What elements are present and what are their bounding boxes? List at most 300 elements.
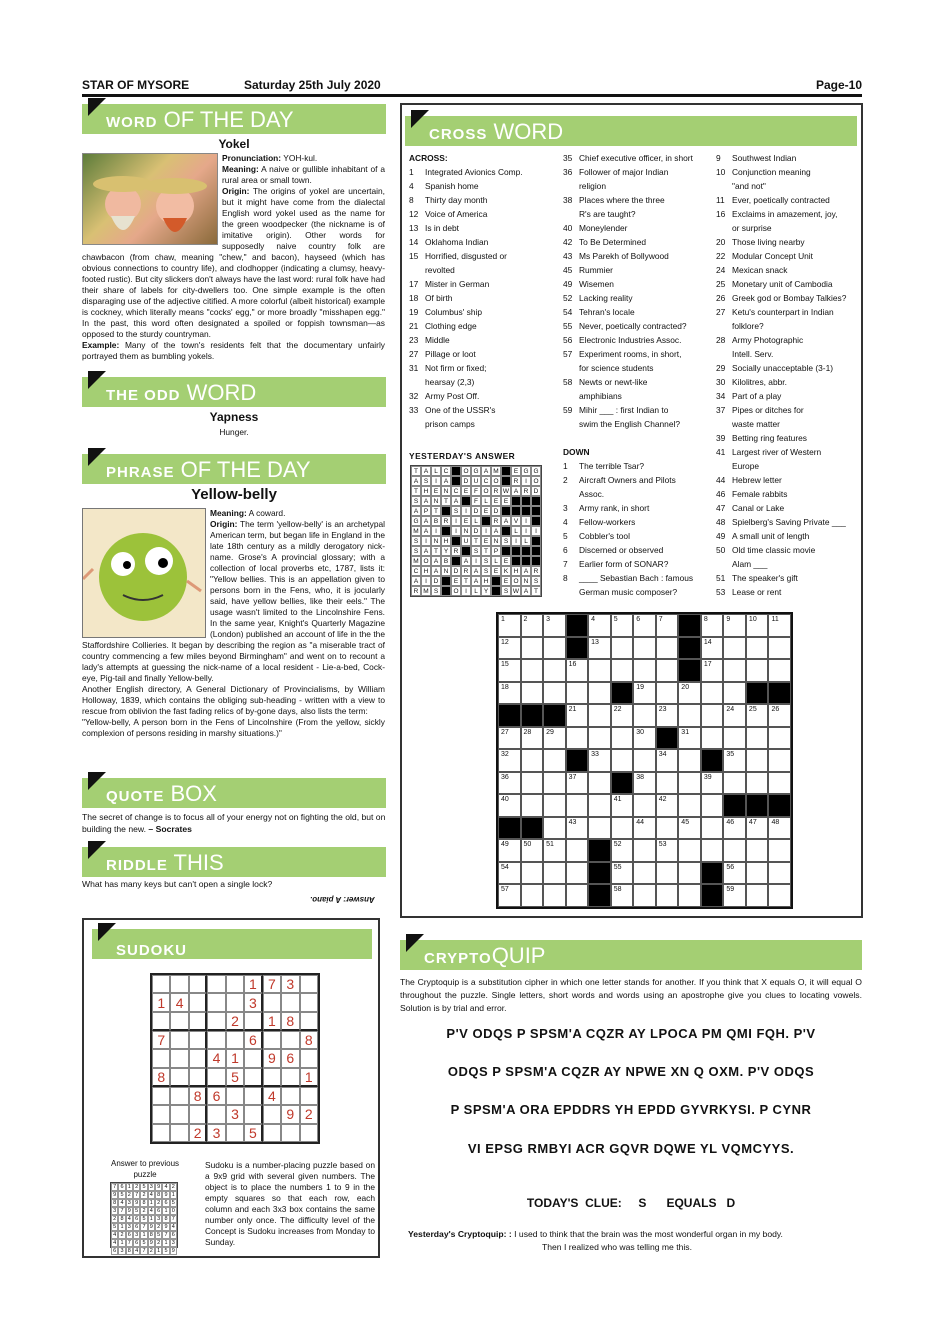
clue-text: Army Photographic <box>732 335 804 345</box>
sudoku-cell[interactable]: 4 <box>170 993 188 1011</box>
crossword-cell[interactable] <box>746 884 769 907</box>
crossword-cell[interactable] <box>588 659 611 682</box>
crossword-cell[interactable] <box>521 794 544 817</box>
crossword-cell[interactable] <box>678 862 701 885</box>
crossword-cell[interactable] <box>656 704 679 727</box>
crossword-cell[interactable] <box>678 727 701 750</box>
crossword-cell[interactable] <box>633 659 656 682</box>
sudoku-cell[interactable] <box>189 993 207 1011</box>
sudoku-cell[interactable] <box>207 1105 225 1123</box>
crossword-cell[interactable] <box>611 839 634 862</box>
answer-cell <box>451 476 461 486</box>
crossword-cell[interactable] <box>701 659 724 682</box>
sudoku-cell[interactable]: 6 <box>281 1049 299 1067</box>
sudoku-cell[interactable] <box>152 1087 170 1105</box>
crossword-cell[interactable] <box>768 884 791 907</box>
crossword-cell[interactable] <box>701 794 724 817</box>
answer-cell: I <box>531 526 541 536</box>
black-square <box>746 794 769 817</box>
crossword-cell[interactable] <box>768 614 791 637</box>
sudoku-cell[interactable]: 6 <box>207 1087 225 1105</box>
crossword-cell[interactable] <box>701 727 724 750</box>
sudoku-cell[interactable] <box>244 1087 262 1105</box>
sudoku-cell[interactable]: 6 <box>244 1031 262 1049</box>
crossword-cell[interactable] <box>701 637 724 660</box>
sudoku-cell[interactable] <box>300 1012 318 1031</box>
crossword-cell[interactable] <box>723 637 746 660</box>
sudoku-cell[interactable] <box>152 1124 170 1142</box>
answer-cell: S <box>411 536 421 546</box>
crossword-cell[interactable] <box>656 614 679 637</box>
answer-cell: Y <box>481 586 491 596</box>
crossword-cell[interactable] <box>768 839 791 862</box>
crossword-cell[interactable] <box>656 794 679 817</box>
crossword-cell[interactable] <box>678 749 701 772</box>
crossword-cell[interactable] <box>611 637 634 660</box>
crossword-cell[interactable] <box>746 862 769 885</box>
crossword-cell[interactable] <box>633 884 656 907</box>
crossword-cell[interactable] <box>723 839 746 862</box>
sudoku-cell[interactable] <box>263 993 281 1011</box>
crossword-cell[interactable] <box>588 794 611 817</box>
crossword-cell[interactable] <box>543 614 566 637</box>
crossword-cell[interactable] <box>498 682 521 705</box>
quote-banner <box>82 778 386 808</box>
clue-row <box>716 473 861 487</box>
crossword-cell[interactable] <box>723 659 746 682</box>
crossword-cell[interactable] <box>588 704 611 727</box>
sudoku-cell[interactable] <box>189 1049 207 1067</box>
quote-author: – Socrates <box>146 824 192 834</box>
crossword-cell[interactable] <box>768 704 791 727</box>
crossword-cell[interactable] <box>678 704 701 727</box>
sudoku-cell[interactable] <box>244 1068 262 1087</box>
clue-row <box>716 221 861 235</box>
crossword-cell[interactable] <box>498 659 521 682</box>
crossword-cell[interactable] <box>543 772 566 795</box>
sudoku-cell[interactable] <box>152 1105 170 1123</box>
clue-row <box>563 305 713 319</box>
crossword-cell[interactable] <box>746 772 769 795</box>
clue-text: Newts or newt-like <box>579 377 648 387</box>
sudoku-cell[interactable] <box>263 1124 281 1142</box>
crossword-cell[interactable] <box>521 727 544 750</box>
banner-label-rest: OF THE DAY <box>157 107 294 132</box>
crossword-cell[interactable] <box>611 704 634 727</box>
answer-cell: A <box>461 556 471 566</box>
sudoku-cell[interactable] <box>152 975 170 993</box>
crossword-cell[interactable] <box>678 884 701 907</box>
crossword-cell[interactable] <box>498 794 521 817</box>
crossword-cell[interactable] <box>588 637 611 660</box>
crossword-cell[interactable] <box>746 704 769 727</box>
crossword-cell[interactable] <box>656 884 679 907</box>
crossword-cell[interactable] <box>701 817 724 840</box>
crossword-cell[interactable] <box>701 772 724 795</box>
sudoku-cell[interactable]: 1 <box>263 1012 281 1031</box>
clue-number-label: 53 <box>658 841 667 849</box>
crossword-cell[interactable] <box>543 682 566 705</box>
crossword-cell[interactable] <box>543 884 566 907</box>
sudoku-cell[interactable] <box>226 975 244 993</box>
answer-cell: E <box>461 516 471 526</box>
sudoku-cell[interactable] <box>300 993 318 1011</box>
sudoku-cell[interactable] <box>152 1049 170 1067</box>
corner-mark <box>88 98 106 116</box>
crossword-cell[interactable] <box>588 772 611 795</box>
crossword-cell[interactable] <box>746 727 769 750</box>
answer-cell <box>511 496 521 506</box>
clue-number-label: 32 <box>501 751 509 759</box>
sudoku-cell[interactable]: 2 <box>226 1012 244 1031</box>
sudoku-cell[interactable]: 3 <box>207 1124 225 1142</box>
crossword-cell[interactable] <box>521 637 544 660</box>
crossword-cell[interactable] <box>723 772 746 795</box>
sudoku-cell[interactable]: 8 <box>281 1012 299 1031</box>
sudoku-cell[interactable] <box>244 1012 262 1031</box>
sudoku-cell[interactable]: 4 <box>207 1049 225 1067</box>
crossword-cell[interactable] <box>566 772 589 795</box>
crossword-cell[interactable] <box>723 614 746 637</box>
crossword-cell[interactable] <box>656 862 679 885</box>
crossword-cell[interactable] <box>723 884 746 907</box>
clue-number-label: 41 <box>613 796 622 804</box>
crossword-cell[interactable] <box>678 682 701 705</box>
answer-cell: R <box>441 516 451 526</box>
crossword-cell[interactable] <box>521 614 544 637</box>
crossword-cell[interactable] <box>723 682 746 705</box>
crossword-cell[interactable] <box>768 659 791 682</box>
banner-label: CROSS <box>429 126 488 143</box>
crossword-cell[interactable] <box>588 614 611 637</box>
sudoku-cell[interactable] <box>170 1124 188 1142</box>
odd-word: Yapness <box>209 410 259 424</box>
origin-text: The term 'yellow-belly' is an archetypal American term, but began life in England in the late 18th century as a mildly derogatory nick-name. Grose's A provincial glossary; with a collection of local proverbs etc, 1787, lists it: "Yellow bellies. This is an appellation given to persons born in the Fens, who, it is jocularly said, have yellow bellies, like their eels." The usage wasn't limited to the Lincolnshire Fens. In the same year, Knight's Quarterly Magazine (London) published an account of life in the the Staffordshire Collieries. It began by describing the region as "a miserable tract of country commencing a few miles beyond Birmingham" and went on to recount a lady's attempts at guessing the nick-name of a local resident - Lie-a-bed, Cock-eye, Pig-tail and finally Yellow-belly. <box>82 519 385 683</box>
crossword-cell[interactable] <box>656 772 679 795</box>
answer-cell: D <box>471 526 481 536</box>
crossword-cell[interactable] <box>498 772 521 795</box>
sudoku-cell[interactable] <box>300 975 318 993</box>
clue-number: 14 <box>409 237 419 247</box>
clue-number: 13 <box>409 223 419 233</box>
crossword-cell[interactable] <box>633 614 656 637</box>
crossword-cell[interactable] <box>543 749 566 772</box>
sudoku-cell[interactable]: 5 <box>226 1068 244 1087</box>
sudoku-cell[interactable] <box>189 975 207 993</box>
clue-number <box>563 361 579 375</box>
crossword-cell[interactable] <box>566 794 589 817</box>
pron-text: YOH-kul. <box>281 153 318 163</box>
answer-cell: 5 <box>170 1199 177 1207</box>
crossword-cell[interactable] <box>723 704 746 727</box>
crossword-cell[interactable] <box>768 637 791 660</box>
crossword-cell[interactable] <box>768 862 791 885</box>
crossword-cell[interactable] <box>588 727 611 750</box>
crossword-cell[interactable] <box>633 772 656 795</box>
crossword-cell[interactable] <box>543 817 566 840</box>
crossword-cell[interactable] <box>566 682 589 705</box>
crossword-cell[interactable] <box>656 749 679 772</box>
sudoku-cell[interactable] <box>263 1031 281 1049</box>
crossword-cell[interactable] <box>611 817 634 840</box>
sudoku-cell[interactable]: 1 <box>226 1049 244 1067</box>
answer-cell: 2 <box>140 1207 147 1215</box>
black-square <box>723 794 746 817</box>
crossword-cell[interactable] <box>566 839 589 862</box>
answer-cell: I <box>451 516 461 526</box>
crossword-cell[interactable] <box>521 862 544 885</box>
crossword-cell[interactable] <box>633 862 656 885</box>
clue-number-label: 48 <box>771 818 780 826</box>
crossword-cell[interactable] <box>566 659 589 682</box>
crossword-cell[interactable] <box>566 704 589 727</box>
clue-text: Exclaims in amazement, joy, <box>732 209 838 219</box>
crossword-cell[interactable] <box>566 862 589 885</box>
sudoku-cell[interactable] <box>170 1049 188 1067</box>
crossword-cell[interactable] <box>611 727 634 750</box>
sudoku-cell[interactable]: 8 <box>300 1031 318 1049</box>
sudoku-cell[interactable]: 1 <box>300 1068 318 1087</box>
crossword-cell[interactable] <box>656 637 679 660</box>
sudoku-cell[interactable]: 4 <box>263 1087 281 1105</box>
sudoku-cell[interactable] <box>207 1068 225 1087</box>
sudoku-cell[interactable] <box>170 1068 188 1087</box>
clue-number: 49 <box>563 279 573 289</box>
crossword-cell[interactable] <box>678 794 701 817</box>
crossword-cell[interactable] <box>656 817 679 840</box>
answer-cell: T <box>471 536 481 546</box>
crossword-cell[interactable] <box>768 817 791 840</box>
sudoku-cell[interactable] <box>244 1105 262 1123</box>
sudoku-cell[interactable]: 2 <box>189 1124 207 1142</box>
crossword-cell[interactable] <box>521 884 544 907</box>
answer-cell: 1 <box>148 1215 155 1223</box>
crossword-cell[interactable] <box>701 839 724 862</box>
crossword-cell[interactable] <box>656 659 679 682</box>
sudoku-cell[interactable]: 5 <box>244 1124 262 1142</box>
sudoku-cell[interactable]: 8 <box>152 1068 170 1087</box>
clue-number: 18 <box>409 293 419 303</box>
crossword-cell[interactable] <box>543 659 566 682</box>
crossword-cell[interactable] <box>498 884 521 907</box>
sudoku-cell[interactable] <box>207 993 225 1011</box>
crossword-cell[interactable] <box>498 727 521 750</box>
clue-number: 53 <box>716 587 726 597</box>
sudoku-cell[interactable] <box>300 1049 318 1067</box>
answer-cell: O <box>511 576 521 586</box>
crossword-cell[interactable] <box>566 884 589 907</box>
clue-number-label: 4 <box>591 616 596 623</box>
example-label: Example: <box>82 340 120 350</box>
clue-row <box>716 403 861 417</box>
sudoku-cell[interactable] <box>263 1105 281 1123</box>
answer-cell: E <box>481 506 491 516</box>
crossword-cell[interactable] <box>543 794 566 817</box>
answer-cell: 5 <box>133 1207 140 1215</box>
crossword-cell[interactable] <box>498 614 521 637</box>
clue-number: 8 <box>409 195 414 205</box>
crossword-cell[interactable] <box>746 637 769 660</box>
crossword-cell[interactable] <box>611 749 634 772</box>
clue-row <box>716 557 861 571</box>
crossword-cell[interactable] <box>678 772 701 795</box>
crossword-cell[interactable] <box>521 682 544 705</box>
crossword-cell[interactable] <box>701 682 724 705</box>
crossword-cell[interactable] <box>521 772 544 795</box>
crossword-cell[interactable] <box>723 727 746 750</box>
crossword-cell[interactable] <box>633 727 656 750</box>
answer-cell: 6 <box>133 1223 140 1231</box>
sudoku-cell[interactable] <box>189 1105 207 1123</box>
clue-row <box>563 193 713 207</box>
crossword-cell[interactable] <box>723 862 746 885</box>
sudoku-cell[interactable] <box>189 1068 207 1087</box>
wotd-body <box>82 153 385 367</box>
crossword-cell[interactable] <box>723 817 746 840</box>
crossword-cell[interactable] <box>566 727 589 750</box>
sudoku-cell[interactable] <box>189 1031 207 1049</box>
sudoku-cell[interactable]: 8 <box>189 1087 207 1105</box>
crossword-cell[interactable] <box>678 839 701 862</box>
crossword-grid <box>496 612 793 909</box>
sudoku-cell[interactable] <box>244 1049 262 1067</box>
crossword-cell[interactable] <box>746 659 769 682</box>
crossword-cell[interactable] <box>543 862 566 885</box>
sudoku-cell[interactable]: 1 <box>244 975 262 993</box>
sudoku-cell[interactable] <box>170 1012 188 1031</box>
sudoku-cell[interactable] <box>152 1012 170 1031</box>
crossword-cell[interactable] <box>678 817 701 840</box>
sudoku-cell[interactable]: 7 <box>263 975 281 993</box>
clue-row <box>716 151 861 165</box>
clue-text: Greek god or Bombay Talkies? <box>732 293 847 303</box>
sudoku-cell[interactable] <box>281 993 299 1011</box>
crossword-cell[interactable] <box>498 839 521 862</box>
crossword-cell[interactable] <box>543 839 566 862</box>
crossword-cell[interactable] <box>768 772 791 795</box>
sudoku-cell[interactable]: 2 <box>300 1105 318 1123</box>
crossword-cell[interactable] <box>656 682 679 705</box>
crossword-cell[interactable] <box>768 749 791 772</box>
answer-cell: S <box>411 546 421 556</box>
sudoku-cell[interactable] <box>281 1124 299 1142</box>
sudoku-cell[interactable] <box>300 1124 318 1142</box>
answer-cell: A <box>421 496 431 506</box>
crossword-cell[interactable] <box>543 637 566 660</box>
sudoku-cell[interactable]: 3 <box>281 975 299 993</box>
sudoku-description: Sudoku is a number-placing puzzle based on a 9x9 grid with several given numbers. The object is to place the numbers 1 to 9 in the empty squares so that each row, each column and each 3x3 box contains the same number only once. The difficulty level of the Concept is Sudoku increases from Monday to Sunday. <box>205 1160 375 1247</box>
crossword-cell[interactable] <box>633 839 656 862</box>
sudoku-cell[interactable] <box>170 975 188 993</box>
crossword-cell[interactable] <box>723 749 746 772</box>
crossword-cell[interactable] <box>611 659 634 682</box>
crossword-cell[interactable] <box>633 637 656 660</box>
across-column-1 <box>409 151 559 431</box>
crossword-cell[interactable] <box>498 637 521 660</box>
crossword-cell[interactable] <box>633 704 656 727</box>
crossword-cell[interactable] <box>746 749 769 772</box>
sudoku-cell[interactable] <box>226 993 244 1011</box>
crossword-cell[interactable] <box>611 862 634 885</box>
sudoku-cell[interactable]: 9 <box>263 1049 281 1067</box>
answer-cell: E <box>501 496 511 506</box>
answer-cell: G <box>531 466 541 476</box>
crossword-cell[interactable] <box>588 817 611 840</box>
sudoku-cell[interactable] <box>207 1012 225 1031</box>
crossword-cell[interactable] <box>611 794 634 817</box>
sudoku-cell[interactable]: 1 <box>152 993 170 1011</box>
crossword-cell[interactable] <box>633 749 656 772</box>
answer-cell: A <box>451 496 461 506</box>
answer-cell: N <box>461 526 471 536</box>
crossword-cell[interactable] <box>611 884 634 907</box>
crossword-cell[interactable] <box>543 727 566 750</box>
sudoku-cell[interactable] <box>263 1068 281 1087</box>
clue-number: 44 <box>716 475 726 485</box>
crossword-cell[interactable] <box>768 727 791 750</box>
crossword-cell[interactable] <box>701 704 724 727</box>
sudoku-cell[interactable] <box>300 1087 318 1105</box>
sudoku-cell[interactable] <box>170 1087 188 1105</box>
answer-cell: 4 <box>133 1247 140 1255</box>
sudoku-cell[interactable]: 3 <box>244 993 262 1011</box>
crossword-cell[interactable] <box>611 614 634 637</box>
crossword-cell[interactable] <box>588 749 611 772</box>
sudoku-cell[interactable]: 3 <box>226 1105 244 1123</box>
crossword-cell[interactable] <box>588 682 611 705</box>
answer-cell: S <box>411 496 421 506</box>
sudoku-cell[interactable] <box>189 1012 207 1031</box>
crossword-cell[interactable] <box>521 839 544 862</box>
crossword-cell[interactable] <box>746 817 769 840</box>
clue-text: swim the English Channel? <box>579 419 681 429</box>
crossword-cell[interactable] <box>746 614 769 637</box>
answer-cell: E <box>451 576 461 586</box>
sudoku-cell[interactable]: 9 <box>281 1105 299 1123</box>
crossword-cell[interactable] <box>656 839 679 862</box>
sudoku-cell[interactable] <box>226 1087 244 1105</box>
sudoku-cell[interactable] <box>226 1031 244 1049</box>
answer-cell: P <box>491 546 501 556</box>
crossword-cell[interactable] <box>701 614 724 637</box>
answer-cell: C <box>481 476 491 486</box>
sudoku-cell[interactable] <box>170 1031 188 1049</box>
clue-number-label: 16 <box>568 661 577 669</box>
sudoku-cell[interactable] <box>281 1087 299 1105</box>
crossword-cell[interactable] <box>633 682 656 705</box>
sudoku-cell[interactable] <box>281 1031 299 1049</box>
crossword-cell[interactable] <box>633 817 656 840</box>
sudoku-cell[interactable] <box>170 1105 188 1123</box>
sudoku-cell[interactable] <box>281 1068 299 1087</box>
crossword-cell[interactable] <box>746 839 769 862</box>
crossword-cell[interactable] <box>498 749 521 772</box>
clue-text: amphibians <box>579 391 622 401</box>
crossword-cell[interactable] <box>498 862 521 885</box>
sudoku-cell[interactable] <box>226 1124 244 1142</box>
crossword-cell[interactable] <box>633 794 656 817</box>
page-number: Page-10 <box>815 78 862 92</box>
sudoku-cell[interactable] <box>207 1031 225 1049</box>
sudoku-cell[interactable] <box>207 975 225 993</box>
black-square <box>678 637 701 660</box>
crossword-cell[interactable] <box>521 659 544 682</box>
crossword-cell[interactable] <box>521 749 544 772</box>
crossword-cell[interactable] <box>566 817 589 840</box>
clue-number: 4 <box>563 517 568 527</box>
sudoku-cell[interactable]: 7 <box>152 1031 170 1049</box>
answer-cell: 9 <box>155 1183 162 1191</box>
